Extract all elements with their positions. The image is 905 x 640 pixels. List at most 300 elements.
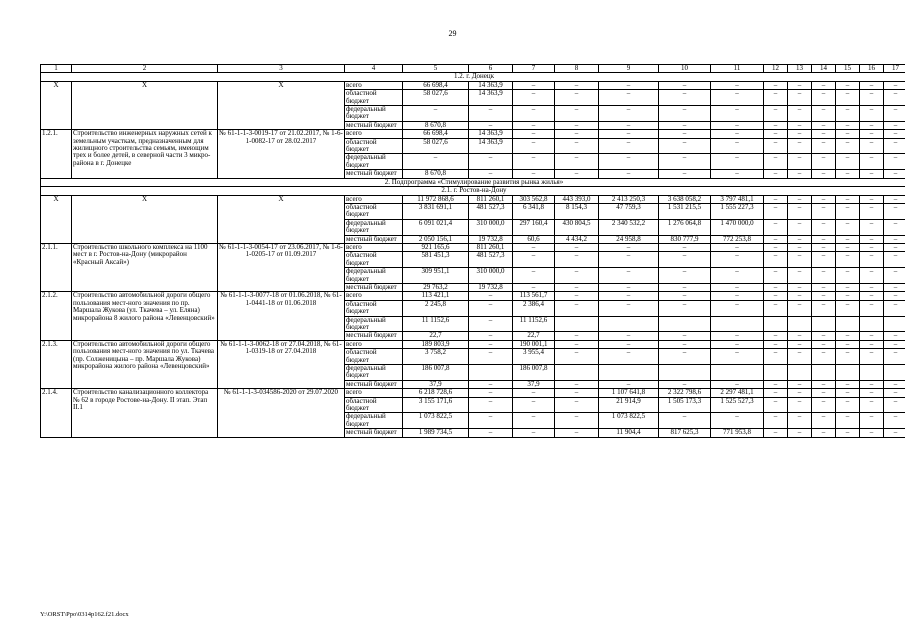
value-cell: – (884, 283, 905, 291)
value-cell: – (469, 300, 513, 316)
value-cell: 3 155 171,6 (403, 397, 469, 413)
item-number: 1.2.1. (41, 130, 72, 178)
table-row (41, 389, 905, 397)
value-cell: – (659, 130, 711, 138)
item-number: X (41, 195, 72, 243)
value-cell (599, 365, 659, 381)
value-cell: – (836, 332, 860, 340)
value-cell: – (555, 121, 599, 129)
value-cell: – (599, 283, 659, 291)
value-cell: – (836, 195, 860, 203)
value-cell: – (860, 203, 884, 219)
value-cell: – (788, 349, 812, 365)
value-cell: – (812, 235, 836, 243)
value-cell: – (659, 268, 711, 284)
value-cell: – (711, 138, 764, 154)
value-cell: – (812, 397, 836, 413)
value-cell: – (860, 349, 884, 365)
value-cell: – (812, 121, 836, 129)
value-cell: – (836, 300, 860, 316)
value-cell: 47 759,3 (599, 203, 659, 219)
value-cell: – (788, 121, 812, 129)
value-cell (469, 365, 513, 381)
value-cell: – (884, 130, 905, 138)
value-cell: – (513, 268, 555, 284)
value-cell: – (788, 154, 812, 170)
value-cell: – (555, 268, 599, 284)
value-cell: 3 797 481,1 (711, 195, 764, 203)
value-cell: 2 245,8 (403, 300, 469, 316)
value-cell: – (711, 90, 764, 106)
value-cell: – (788, 340, 812, 348)
value-cell: – (788, 219, 812, 235)
value-cell: – (860, 397, 884, 413)
value-cell: – (555, 243, 599, 251)
value-cell: – (469, 332, 513, 340)
value-cell: 1 073 822,5 (599, 413, 659, 429)
value-cell: 113 421,1 (403, 292, 469, 300)
value-cell: – (469, 389, 513, 397)
value-cell: – (836, 397, 860, 413)
value-cell: 2 297 481,1 (711, 389, 764, 397)
value-cell: – (599, 154, 659, 170)
funding-source: федеральный бюджет (345, 413, 403, 429)
value-cell: – (659, 252, 711, 268)
value-cell: 11 972 868,6 (403, 195, 469, 203)
value-cell: – (860, 283, 884, 291)
value-cell: – (812, 268, 836, 284)
value-cell (788, 365, 812, 381)
value-cell: – (836, 203, 860, 219)
value-cell: 310 000,0 (469, 219, 513, 235)
value-cell: – (764, 121, 788, 129)
value-cell: – (513, 429, 555, 437)
value-cell: 772 253,8 (711, 235, 764, 243)
item-registration: X (218, 195, 345, 243)
value-cell: 11 1152,6 (403, 316, 469, 332)
value-cell: 60,6 (513, 235, 555, 243)
value-cell: – (836, 90, 860, 106)
value-cell: – (764, 349, 788, 365)
value-cell: – (812, 154, 836, 170)
value-cell: – (555, 340, 599, 348)
value-cell: – (836, 252, 860, 268)
value-cell: – (469, 380, 513, 388)
value-cell: – (555, 429, 599, 437)
value-cell: – (659, 121, 711, 129)
value-cell: – (788, 429, 812, 437)
value-cell: 19 732,8 (469, 235, 513, 243)
value-cell: – (836, 429, 860, 437)
value-cell: 1 073 822,5 (403, 413, 469, 429)
value-cell: – (555, 170, 599, 178)
value-cell: 3 831 691,1 (403, 203, 469, 219)
value-cell (555, 316, 599, 332)
value-cell: – (836, 130, 860, 138)
value-cell: – (884, 413, 905, 429)
value-cell (555, 365, 599, 381)
value-cell: – (555, 349, 599, 365)
value-cell: 303 562,8 (513, 195, 555, 203)
value-cell (659, 316, 711, 332)
column-number: 16 (860, 65, 884, 73)
value-cell: – (788, 90, 812, 106)
value-cell: – (555, 130, 599, 138)
value-cell: 1 531 215,5 (659, 203, 711, 219)
value-cell: 811 260,1 (469, 243, 513, 251)
value-cell: – (764, 138, 788, 154)
item-number: 2.1.3. (41, 340, 72, 388)
value-cell: – (711, 130, 764, 138)
table-row (41, 243, 905, 251)
value-cell: – (711, 106, 764, 122)
value-cell: 2 413 250,3 (599, 195, 659, 203)
value-cell: 1 276 064,8 (659, 219, 711, 235)
value-cell: – (599, 268, 659, 284)
funding-source: федеральный бюджет (345, 316, 403, 332)
value-cell: – (860, 252, 884, 268)
value-cell: – (860, 332, 884, 340)
funding-source: областной бюджет (345, 252, 403, 268)
value-cell: – (884, 138, 905, 154)
value-cell: – (659, 138, 711, 154)
column-number: 3 (218, 65, 345, 73)
value-cell: – (836, 138, 860, 154)
value-cell: – (555, 380, 599, 388)
column-number: 14 (812, 65, 836, 73)
value-cell: – (764, 283, 788, 291)
item-name: Строительство автомобильной дороги общего пользования мест-ного значения по ул. Ткачева (пр. Солженицына – пр. Маршала Жукова) микрорайона жилого района «Левенцовский» (72, 340, 218, 388)
value-cell: 186 007,8 (403, 365, 469, 381)
value-cell: – (788, 397, 812, 413)
value-cell: 1 525 527,3 (711, 397, 764, 413)
value-cell: – (469, 106, 513, 122)
value-cell: – (788, 380, 812, 388)
value-cell: – (764, 332, 788, 340)
value-cell: 37,9 (403, 380, 469, 388)
value-cell: – (764, 130, 788, 138)
value-cell: – (860, 154, 884, 170)
value-cell: – (788, 252, 812, 268)
item-name: Строительство автомобильной дороги общего пользования мест-ного значения по пр. Маршала Жукова (ул. Ткачева – ул. Еляна) микрорайона 8 жилого района «Левенцовский» (72, 292, 218, 340)
value-cell: – (836, 380, 860, 388)
value-cell: – (764, 219, 788, 235)
value-cell: – (711, 340, 764, 348)
funding-source: всего (345, 292, 403, 300)
value-cell: – (788, 106, 812, 122)
value-cell: – (403, 154, 469, 170)
value-cell: – (884, 252, 905, 268)
value-cell: 481 527,3 (469, 203, 513, 219)
value-cell: 22,7 (513, 332, 555, 340)
table-row (41, 195, 905, 203)
value-cell: – (513, 130, 555, 138)
value-cell: – (884, 90, 905, 106)
item-number: 2.1.2. (41, 292, 72, 340)
value-cell: – (788, 138, 812, 154)
value-cell: – (884, 300, 905, 316)
footer-file-path: Y:\ORST\Ppo\0314p162.f21.docx (40, 611, 129, 618)
column-number-row (41, 65, 905, 73)
value-cell: 113 561,7 (513, 292, 555, 300)
value-cell: – (884, 268, 905, 284)
value-cell: – (599, 81, 659, 89)
value-cell: 481 527,3 (469, 252, 513, 268)
funding-source: всего (345, 81, 403, 89)
value-cell: – (555, 252, 599, 268)
value-cell: – (812, 300, 836, 316)
value-cell: – (812, 340, 836, 348)
column-number: 7 (513, 65, 555, 73)
value-cell: – (764, 195, 788, 203)
value-cell: 14 363,9 (469, 81, 513, 89)
value-cell: 4 434,2 (555, 235, 599, 243)
value-cell: – (711, 292, 764, 300)
value-cell: – (812, 413, 836, 429)
value-cell: – (764, 81, 788, 89)
value-cell: – (788, 243, 812, 251)
value-cell: – (860, 429, 884, 437)
column-number: 13 (788, 65, 812, 73)
value-cell: – (812, 243, 836, 251)
value-cell: – (659, 413, 711, 429)
value-cell: – (788, 195, 812, 203)
funding-source: федеральный бюджет (345, 365, 403, 381)
value-cell: – (555, 138, 599, 154)
value-cell: – (711, 154, 764, 170)
value-cell: – (599, 243, 659, 251)
value-cell: – (711, 413, 764, 429)
value-cell: – (860, 292, 884, 300)
value-cell: – (764, 413, 788, 429)
value-cell: – (555, 90, 599, 106)
value-cell: – (764, 397, 788, 413)
value-cell: – (836, 235, 860, 243)
value-cell: – (711, 81, 764, 89)
value-cell: – (836, 349, 860, 365)
value-cell: 21 914,9 (599, 397, 659, 413)
value-cell: – (860, 268, 884, 284)
column-number: 10 (659, 65, 711, 73)
value-cell: – (860, 138, 884, 154)
value-cell (788, 316, 812, 332)
value-cell: 11 1152,6 (513, 316, 555, 332)
value-cell: – (884, 332, 905, 340)
value-cell: – (513, 252, 555, 268)
value-cell: – (599, 138, 659, 154)
value-cell: 581 451,3 (403, 252, 469, 268)
value-cell: – (836, 283, 860, 291)
value-cell: – (513, 389, 555, 397)
value-cell: – (764, 106, 788, 122)
value-cell: – (812, 219, 836, 235)
item-registration: № 61-1-1-3-034586-2020 от 29.07.2020 (218, 389, 345, 437)
value-cell: – (599, 292, 659, 300)
funding-source: федеральный бюджет (345, 219, 403, 235)
value-cell: – (469, 349, 513, 365)
funding-source: местный бюджет (345, 332, 403, 340)
value-cell: – (555, 292, 599, 300)
value-cell: – (469, 170, 513, 178)
value-cell (812, 365, 836, 381)
value-cell (884, 365, 905, 381)
value-cell: 8 670,8 (403, 121, 469, 129)
value-cell (764, 365, 788, 381)
value-cell: 921 165,6 (403, 243, 469, 251)
value-cell: 1 505 173,3 (659, 397, 711, 413)
value-cell: – (788, 170, 812, 178)
value-cell: 6 218 728,6 (403, 389, 469, 397)
value-cell: 1 107 641,8 (599, 389, 659, 397)
value-cell: – (812, 81, 836, 89)
funding-source: областной бюджет (345, 138, 403, 154)
section-rostov (41, 187, 905, 195)
value-cell: – (469, 316, 513, 332)
value-cell: – (711, 283, 764, 291)
value-cell: 2 340 532,2 (599, 219, 659, 235)
funding-source: областной бюджет (345, 349, 403, 365)
value-cell: 14 363,9 (469, 90, 513, 106)
value-cell: – (711, 380, 764, 388)
value-cell: 811 260,1 (469, 195, 513, 203)
value-cell: – (812, 90, 836, 106)
value-cell: – (555, 300, 599, 316)
value-cell: 14 363,9 (469, 130, 513, 138)
value-cell: – (860, 121, 884, 129)
value-cell: – (513, 283, 555, 291)
value-cell: – (555, 154, 599, 170)
value-cell: 3 758,2 (403, 349, 469, 365)
budget-table (40, 64, 905, 438)
value-cell: – (555, 397, 599, 413)
value-cell: – (860, 219, 884, 235)
value-cell: – (860, 170, 884, 178)
value-cell: 66 698,4 (403, 81, 469, 89)
item-name: X (72, 195, 218, 243)
value-cell: – (659, 300, 711, 316)
value-cell: – (788, 203, 812, 219)
value-cell: – (788, 235, 812, 243)
item-number: X (41, 81, 72, 129)
value-cell: 297 160,4 (513, 219, 555, 235)
table-row (41, 81, 905, 89)
value-cell: 190 001,1 (513, 340, 555, 348)
value-cell: – (599, 252, 659, 268)
value-cell: – (860, 130, 884, 138)
value-cell: – (513, 397, 555, 413)
value-cell: – (659, 283, 711, 291)
value-cell: – (860, 413, 884, 429)
value-cell: 3 955,4 (513, 349, 555, 365)
value-cell: – (884, 170, 905, 178)
value-cell: – (788, 292, 812, 300)
value-cell: – (764, 243, 788, 251)
value-cell: 1 470 000,0 (711, 219, 764, 235)
value-cell: – (812, 349, 836, 365)
section-program-2 (41, 178, 905, 186)
funding-source: всего (345, 340, 403, 348)
value-cell: – (555, 283, 599, 291)
value-cell: – (659, 154, 711, 170)
page-number: 29 (448, 29, 457, 38)
column-number: 12 (764, 65, 788, 73)
funding-source: всего (345, 389, 403, 397)
value-cell: – (812, 252, 836, 268)
value-cell: – (812, 195, 836, 203)
value-cell: – (884, 203, 905, 219)
value-cell: – (659, 292, 711, 300)
column-number: 9 (599, 65, 659, 73)
value-cell: – (659, 243, 711, 251)
funding-source: федеральный бюджет (345, 154, 403, 170)
value-cell (860, 316, 884, 332)
column-number: 17 (884, 65, 905, 73)
value-cell: – (788, 332, 812, 340)
item-registration: № 61-1-1-3-0054-17 от 23.06.2017, № 1-6-1-0205-17 от 01.09.2017 (218, 243, 345, 291)
value-cell (711, 316, 764, 332)
funding-source: всего (345, 243, 403, 251)
funding-source: областной бюджет (345, 90, 403, 106)
value-cell: – (513, 138, 555, 154)
funding-source: местный бюджет (345, 170, 403, 178)
value-cell: – (836, 268, 860, 284)
value-cell: 186 007,8 (513, 365, 555, 381)
value-cell: – (599, 300, 659, 316)
value-cell: 443 393,0 (555, 195, 599, 203)
value-cell: – (788, 300, 812, 316)
value-cell: – (884, 292, 905, 300)
value-cell: 3 638 058,2 (659, 195, 711, 203)
value-cell: – (764, 340, 788, 348)
value-cell: – (884, 389, 905, 397)
value-cell: 24 958,8 (599, 235, 659, 243)
value-cell: 22,7 (403, 332, 469, 340)
value-cell: – (659, 380, 711, 388)
value-cell: 430 804,5 (555, 219, 599, 235)
value-cell: 771 953,8 (711, 429, 764, 437)
value-cell: 1 989 734,5 (403, 429, 469, 437)
item-name: Строительство канализационного коллектора № 62 в городе Ростове-на-Дону. II этап. Этап II.1 (72, 389, 218, 437)
value-cell: 58 027,6 (403, 90, 469, 106)
item-name: Строительство инженерных наружных сетей к земельным участкам, предназначенным для жилищного строительства семьям, имеющим трех и более детей, в северной части 3 микро-района в г. Донецке (72, 130, 218, 178)
section-donets-label: 1.2. г. Донецк (41, 73, 905, 81)
value-cell: – (884, 429, 905, 437)
value-cell: – (836, 389, 860, 397)
value-cell: – (764, 292, 788, 300)
value-cell: – (513, 413, 555, 429)
value-cell: – (469, 121, 513, 129)
value-cell: – (860, 340, 884, 348)
value-cell: – (599, 130, 659, 138)
value-cell (599, 316, 659, 332)
value-cell: 19 732,8 (469, 283, 513, 291)
value-cell: – (469, 413, 513, 429)
value-cell (884, 316, 905, 332)
value-cell (812, 316, 836, 332)
value-cell: – (764, 90, 788, 106)
value-cell: – (555, 389, 599, 397)
value-cell: – (812, 130, 836, 138)
value-cell: 189 803,9 (403, 340, 469, 348)
value-cell: – (812, 332, 836, 340)
value-cell: – (599, 332, 659, 340)
value-cell: – (812, 203, 836, 219)
value-cell: – (884, 195, 905, 203)
value-cell: – (836, 121, 860, 129)
item-name: X (72, 81, 218, 129)
funding-source: местный бюджет (345, 235, 403, 243)
column-number: 4 (345, 65, 403, 73)
